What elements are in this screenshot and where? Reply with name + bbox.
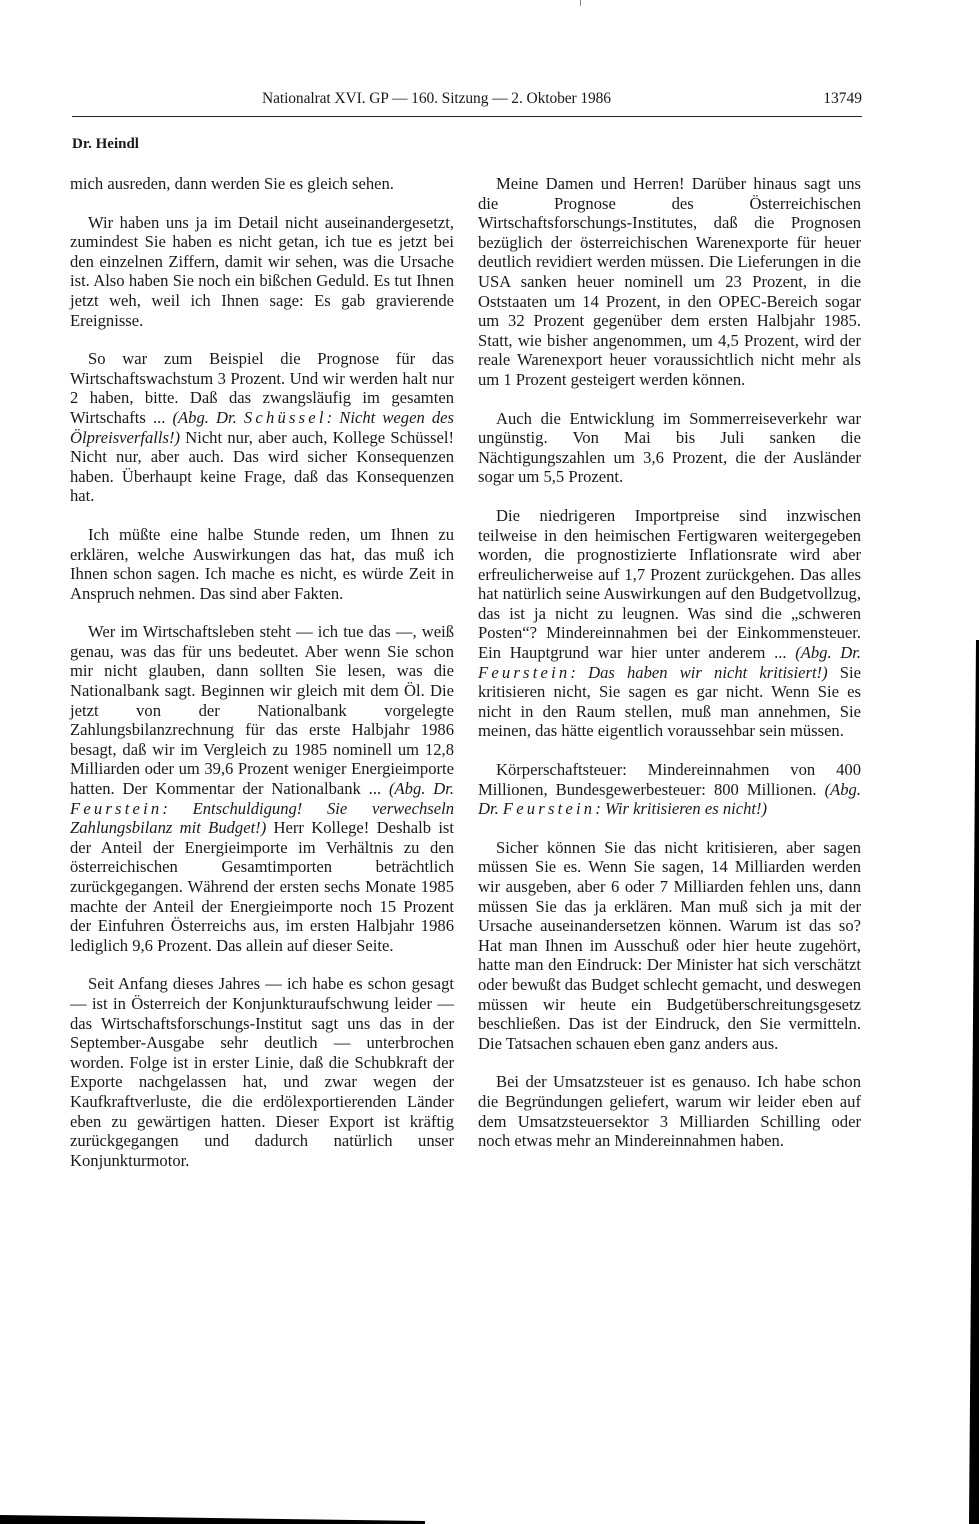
- paragraph: [478, 838, 861, 1054]
- speech-text: Sicher können Sie das nicht kritisieren, aber sagen müssen Sie es. Wenn Sie sagen, 14 Milliarden werden wir ausgeben, aber 6 oder 7 Milliarden fehlen uns, dann müssen Sie das ja erklären. Man muß sich ja mit der Ursache auseinandersetzen können. Warum ist das so? Hat man Ihnen im Ausschuß oder hier heute zugehört, hatte man den Eindruck: Der Minister hat sich verschätzt oder bewußt das Budget schlecht gemacht, und deswegen müssen wir heute ein Budgetüberschreitungsgesetz beschließen. Das ist der Eindruck, den Sie vermitteln. Die Tatsachen schauen eben ganz anders aus.: [478, 837, 861, 1053]
- speech-text: mich ausreden, dann werden Sie es gleich sehen.: [70, 174, 394, 193]
- speech-text: Meine Damen und Herren! Darüber hinaus sagt uns die Prognose des Österreichischen Wirtschaftsforschungs-Institutes, daß die Prognosen bezüglich der österreichischen Warenexporte für heuer deutlich revidiert werden müssen. Die Lieferungen in die USA sanken heuer nominell um 23 Prozent, in die Oststaaten um 14 Prozent, in den OPEC-Bereich sogar um 32 Prozent gegenüber dem ersten Halbjahr 1985. Statt, wie bisher angenommen, um 4,5 Prozent, wird der reale Warenexport heuer voraussichtlich nicht mehr als um 1 Prozent gesteigert werden können.: [478, 174, 861, 389]
- interjector-name: Feurstein: [502, 799, 596, 819]
- speech-text: Ich müßte eine halbe Stunde reden, um Ihnen zu erklären, welche Auswirkungen das hat, das muß ich Ihnen schon sagen. Ich mache es nicht, es würde Zeit in Anspruch nehmen. Das sind aber Fakten.: [70, 524, 454, 603]
- speaker-name: Dr. Heindl: [72, 136, 139, 152]
- interjection-text: : Entschuldigung! Sie verwechseln Zahlungsbilanz mit Budget!): [70, 798, 454, 838]
- interjection-text: (Abg. Dr.: [478, 779, 861, 819]
- page-number: 13749: [823, 90, 862, 107]
- speech-text: Sie kritisieren nicht, Sie sagen es gar nicht. Wenn Sie es nicht in den Raum stellen, muß man annehmen, Sie meinen, das hätte eigentlich voraussehbar sein müssen.: [478, 662, 861, 741]
- speech-text: Die niedrigeren Importpreise sind inzwischen teilweise in den heimischen Fertigwaren weitergegeben worden, die prognostizierte Inflationsrate wird aber erfreulicherweise auf 1,7 Prozent zurückgehen. Das alles hat natürlich seine Auswirkungen auf den Budgetvollzug, das ist ja nicht zu leugnen. Was sind die „schweren Posten“? Mindereinnahmen bei der Einkommensteuer. Ein Hauptgrund war hier unter anderem ...: [478, 505, 861, 663]
- right-column: [478, 174, 861, 1170]
- paragraph: [70, 213, 454, 331]
- paragraph: [70, 525, 454, 603]
- speech-text: Körperschaftsteuer: Mindereinnahmen von 400 Millionen, Bundesgewerbesteuer: 800 Millionen.: [478, 760, 861, 799]
- speech-text: Bei der Umsatzsteuer ist es genauso. Ich habe schon die Begründungen geliefert, warum wir leider eben auf dem Umsatzsteuersektor 3 Milliarden Schilling oder noch etwas mehr an Mindereinnahmen haben.: [478, 1072, 861, 1151]
- interjector-name: Schüssel: [243, 407, 327, 427]
- paragraph: [478, 174, 861, 390]
- interjector-name: Feurstein: [70, 798, 163, 818]
- speech-text: Herr Kollege! Deshalb ist der Anteil der Energieimporte im Verhältnis zu den österreichischen Gesamtimporten beträchtlich zurückgegangen. Während der ersten sechs Monate 1985 machte der Anteil der Energieimporte noch 15 Prozent der Einfuhren Österreichs aus, im ersten Halbjahr 1986 lediglich 9,6 Prozent. Das allein auf dieser Seite.: [70, 818, 454, 955]
- paragraph: [70, 174, 454, 194]
- paragraph: [478, 760, 861, 819]
- interjection-text: (Abg. Dr.: [172, 407, 244, 427]
- paragraph: [70, 974, 454, 1170]
- paragraph: [478, 1072, 861, 1150]
- scan-artifact-mark: [580, 0, 581, 6]
- paragraph: [70, 622, 454, 955]
- speech-text: Auch die Entwicklung im Sommerreiseverkehr war ungünstig. Von Mai bis Juli sanken die Nächtigungszahlen um 3,6 Prozent, die der Ausländer sogar um 5,5 Prozent.: [478, 408, 861, 487]
- speech-text: Nicht nur, aber auch, Kollege Schüssel! Nicht nur, aber auch. Das wird sicher Konsequenzen haben. Überhaupt keine Frage, daß das Konsequenzen hat.: [70, 427, 454, 506]
- paragraph: [478, 409, 861, 487]
- interjection-text: : Wir kritisieren es nicht!): [595, 799, 768, 819]
- speech-text: Wir haben uns ja im Detail nicht auseinandergesetzt, zumindest Sie haben es nicht getan, ich tue es jetzt bei den einzelnen Ziffern, damit wir sehen, was die Ursache ist. Also haben Sie noch ein bißchen Geduld. Es tut Ihnen jetzt weh, weil ich Ihnen sage: Es gab gravierende Ereignisse.: [70, 212, 454, 330]
- interjection-text: : Nicht wegen des Ölpreisverfalls!): [70, 407, 454, 447]
- scan-edge-bottom: [0, 1514, 425, 1524]
- speech-text: So war zum Beispiel die Prognose für das Wirtschaftswachstum 3 Prozent. Und wir werden halt nur 2 haben, bitte. Daß das zwangsläufig im gesamten Wirtschafts ...: [70, 349, 454, 427]
- scan-edge-right: [969, 640, 979, 1524]
- page-header: [72, 86, 862, 117]
- left-column: [70, 174, 454, 1189]
- interjection-text: (Abg. Dr.: [795, 643, 861, 663]
- paragraph: [70, 349, 454, 506]
- session-title: Nationalrat XVI. GP — 160. Sitzung — 2. Oktober 1986: [262, 90, 611, 107]
- interjector-name: Feurstein: [478, 662, 571, 682]
- interjection-text: (Abg. Dr.: [388, 779, 454, 799]
- speech-text: Wer im Wirtschaftsleben steht — ich tue das —, weiß genau, was das für uns bedeutet. Aber wenn Sie schon mir nicht glauben, dann sollten Sie lesen, was die Nationalbank sagt. Beginnen wir gleich mit dem Öl. Die jetzt von der Nationalbank vorgelegte Zahlungsbilanzrechnung für das erste Halbjahr 1986 besagt, daß wir im Vergleich zu 1985 nominell um 12,8 Milliarden oder um 39,6 Prozent weniger Energieimporte hatten. Der Kommentar der Nationalbank ...: [70, 622, 454, 799]
- interjection-text: : Das haben wir nicht kritisiert!): [570, 662, 828, 682]
- speech-text: Seit Anfang dieses Jahres — ich habe es schon gesagt — ist in Österreich der Konjunkturaufschwung leider — das Wirtschaftsforschungs-Institut sagt uns das in der September-Ausgabe sehr deutlich — unterbrochen worden. Folge ist in erster Linie, daß die Schubkraft der Exporte nachgelassen hat, und zwar wegen der Kaufkraftverluste, die die erdölexportierenden Länder eben zu gewärtigen hatten. Dieser Export ist kräftig zurückgegangen und dadurch natürlich unser Konjunkturmotor.: [70, 974, 454, 1170]
- paragraph: [478, 506, 861, 741]
